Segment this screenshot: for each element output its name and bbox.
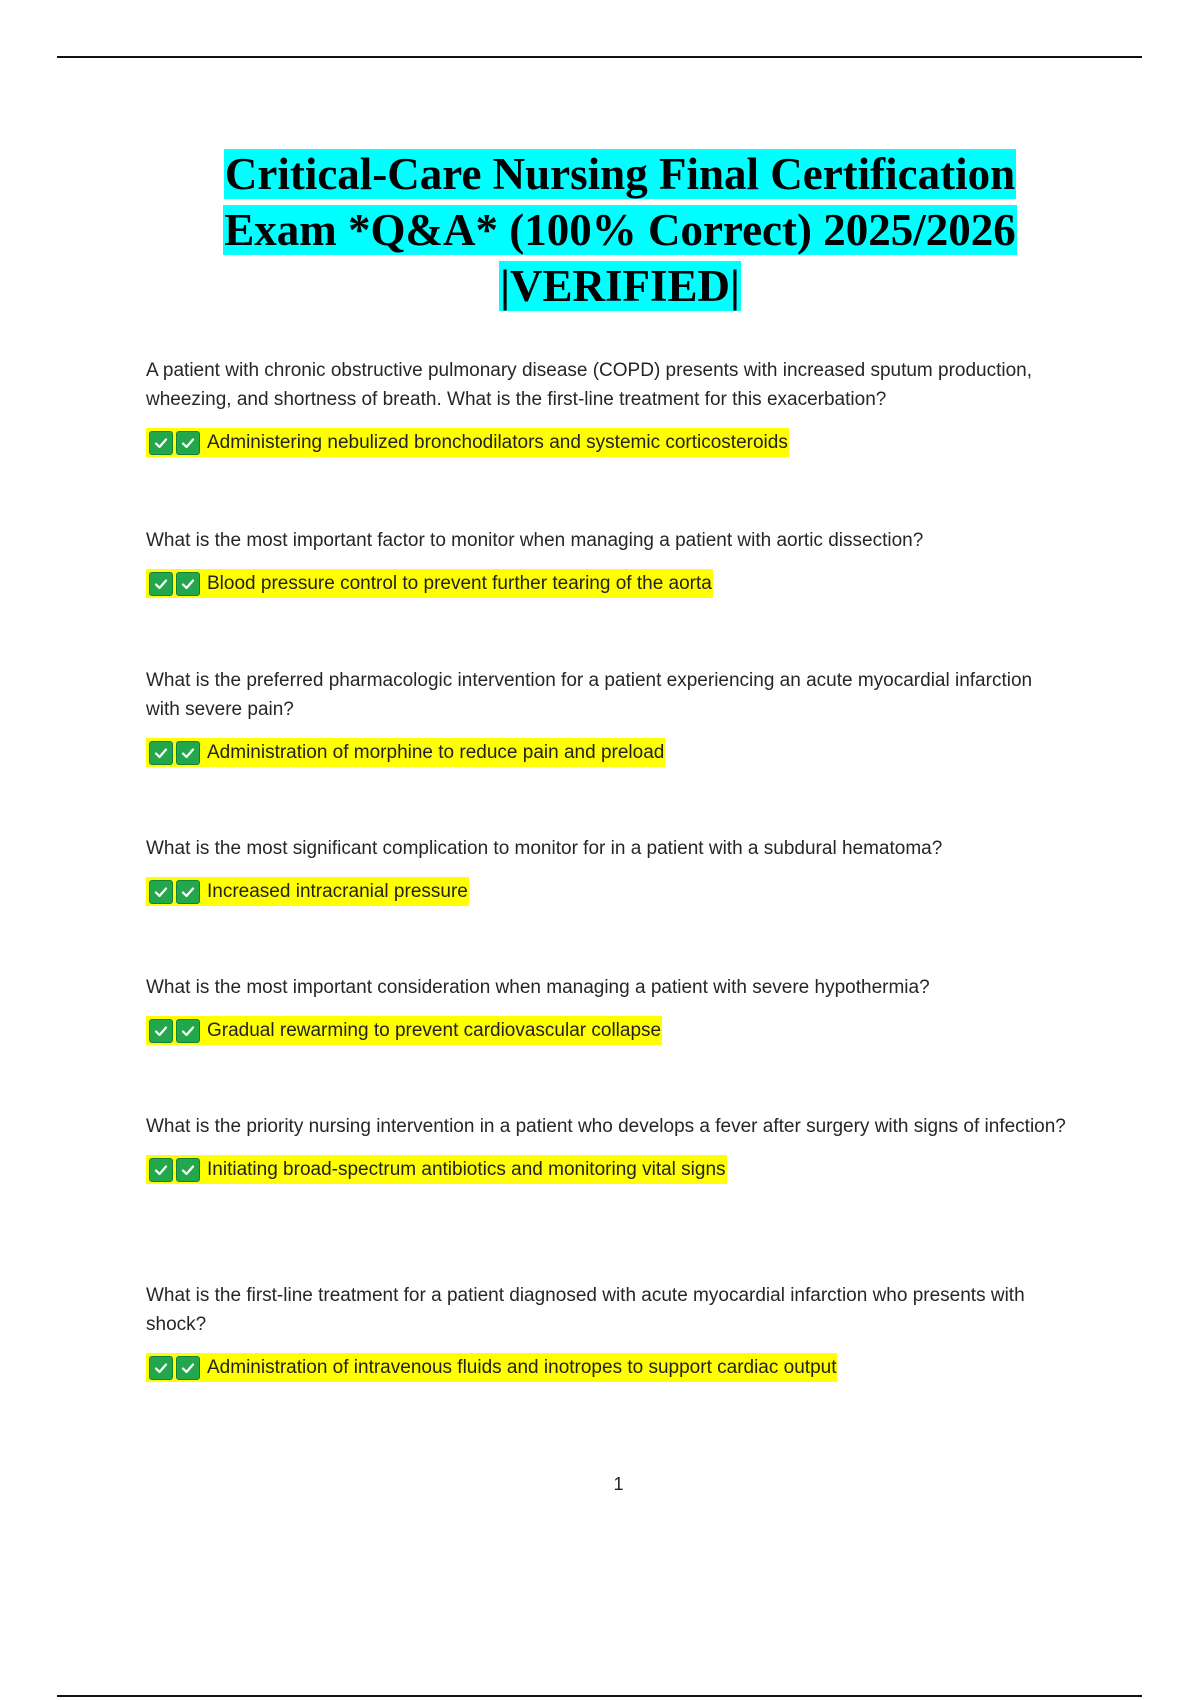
checkmark-icon xyxy=(176,572,200,596)
document-title xyxy=(140,146,1100,314)
question-text: What is the most significant complication to monitor for in a patient with a subdural hematoma? xyxy=(146,838,943,859)
answer-highlight xyxy=(146,1155,727,1184)
qa-item xyxy=(146,973,1071,1045)
qa-item xyxy=(146,666,1071,767)
qa-item xyxy=(146,356,1071,457)
title-line-2: Exam *Q&A* (100% Correct) 2025/2026 xyxy=(224,205,1016,255)
checkmark-icon xyxy=(149,741,173,765)
checkmark-icon xyxy=(149,880,173,904)
answer-text: Gradual rewarming to prevent cardiovascular collapse xyxy=(207,1019,662,1041)
answer-text: Blood pressure control to prevent further tearing of the aorta xyxy=(207,572,712,594)
checkmark-icon xyxy=(176,1158,200,1182)
answer-highlight xyxy=(146,428,789,457)
checkmark-icon xyxy=(149,431,173,455)
answer-highlight xyxy=(146,1353,837,1382)
answer-text: Administration of intravenous fluids and inotropes to support cardiac output xyxy=(207,1356,837,1378)
answer-text: Administering nebulized bronchodilators and systemic corticosteroids xyxy=(207,431,788,453)
qa-item xyxy=(146,526,1071,598)
answer-text: Increased intracranial pressure xyxy=(207,880,468,902)
checkmark-icon xyxy=(176,741,200,765)
question-text: What is the first-line treatment for a patient diagnosed with acute myocardial infarction who presents with shock? xyxy=(146,1285,1025,1335)
checkmark-icon xyxy=(149,1158,173,1182)
question-text: What is the most important factor to monitor when managing a patient with aortic dissection? xyxy=(146,530,924,551)
checkmark-icon xyxy=(176,1356,200,1380)
question-text: A patient with chronic obstructive pulmonary disease (COPD) presents with increased sputum production, wheezing, and shortness of breath. What is the first-line treatment for this exacerbation? xyxy=(146,360,1033,410)
answer-highlight xyxy=(146,738,665,767)
answer-highlight xyxy=(146,1016,662,1045)
title-line-1: Critical-Care Nursing Final Certification xyxy=(224,149,1016,199)
title-line-3: |VERIFIED| xyxy=(500,261,740,311)
question-text: What is the priority nursing intervention in a patient who develops a fever after surgery with signs of infection? xyxy=(146,1116,1066,1137)
checkmark-icon xyxy=(149,1019,173,1043)
page-number: 1 xyxy=(613,1474,624,1494)
checkmark-icon xyxy=(149,572,173,596)
question-text: What is the preferred pharmacologic intervention for a patient experiencing an acute myocardial infarction with severe pain? xyxy=(146,670,1033,720)
checkmark-icon xyxy=(149,1356,173,1380)
qa-item xyxy=(146,1281,1071,1382)
header-rule xyxy=(57,56,1142,58)
answer-text: Administration of morphine to reduce pain and preload xyxy=(207,741,665,763)
answer-text: Initiating broad-spectrum antibiotics and monitoring vital signs xyxy=(207,1158,726,1180)
checkmark-icon xyxy=(176,1019,200,1043)
answer-highlight xyxy=(146,877,469,906)
checkmark-icon xyxy=(176,431,200,455)
qa-item xyxy=(146,834,1071,906)
answer-highlight xyxy=(146,569,713,598)
question-text: What is the most important consideration when managing a patient with severe hypothermia? xyxy=(146,977,930,998)
qa-item xyxy=(146,1112,1071,1184)
checkmark-icon xyxy=(176,880,200,904)
footer-rule xyxy=(57,1695,1142,1697)
